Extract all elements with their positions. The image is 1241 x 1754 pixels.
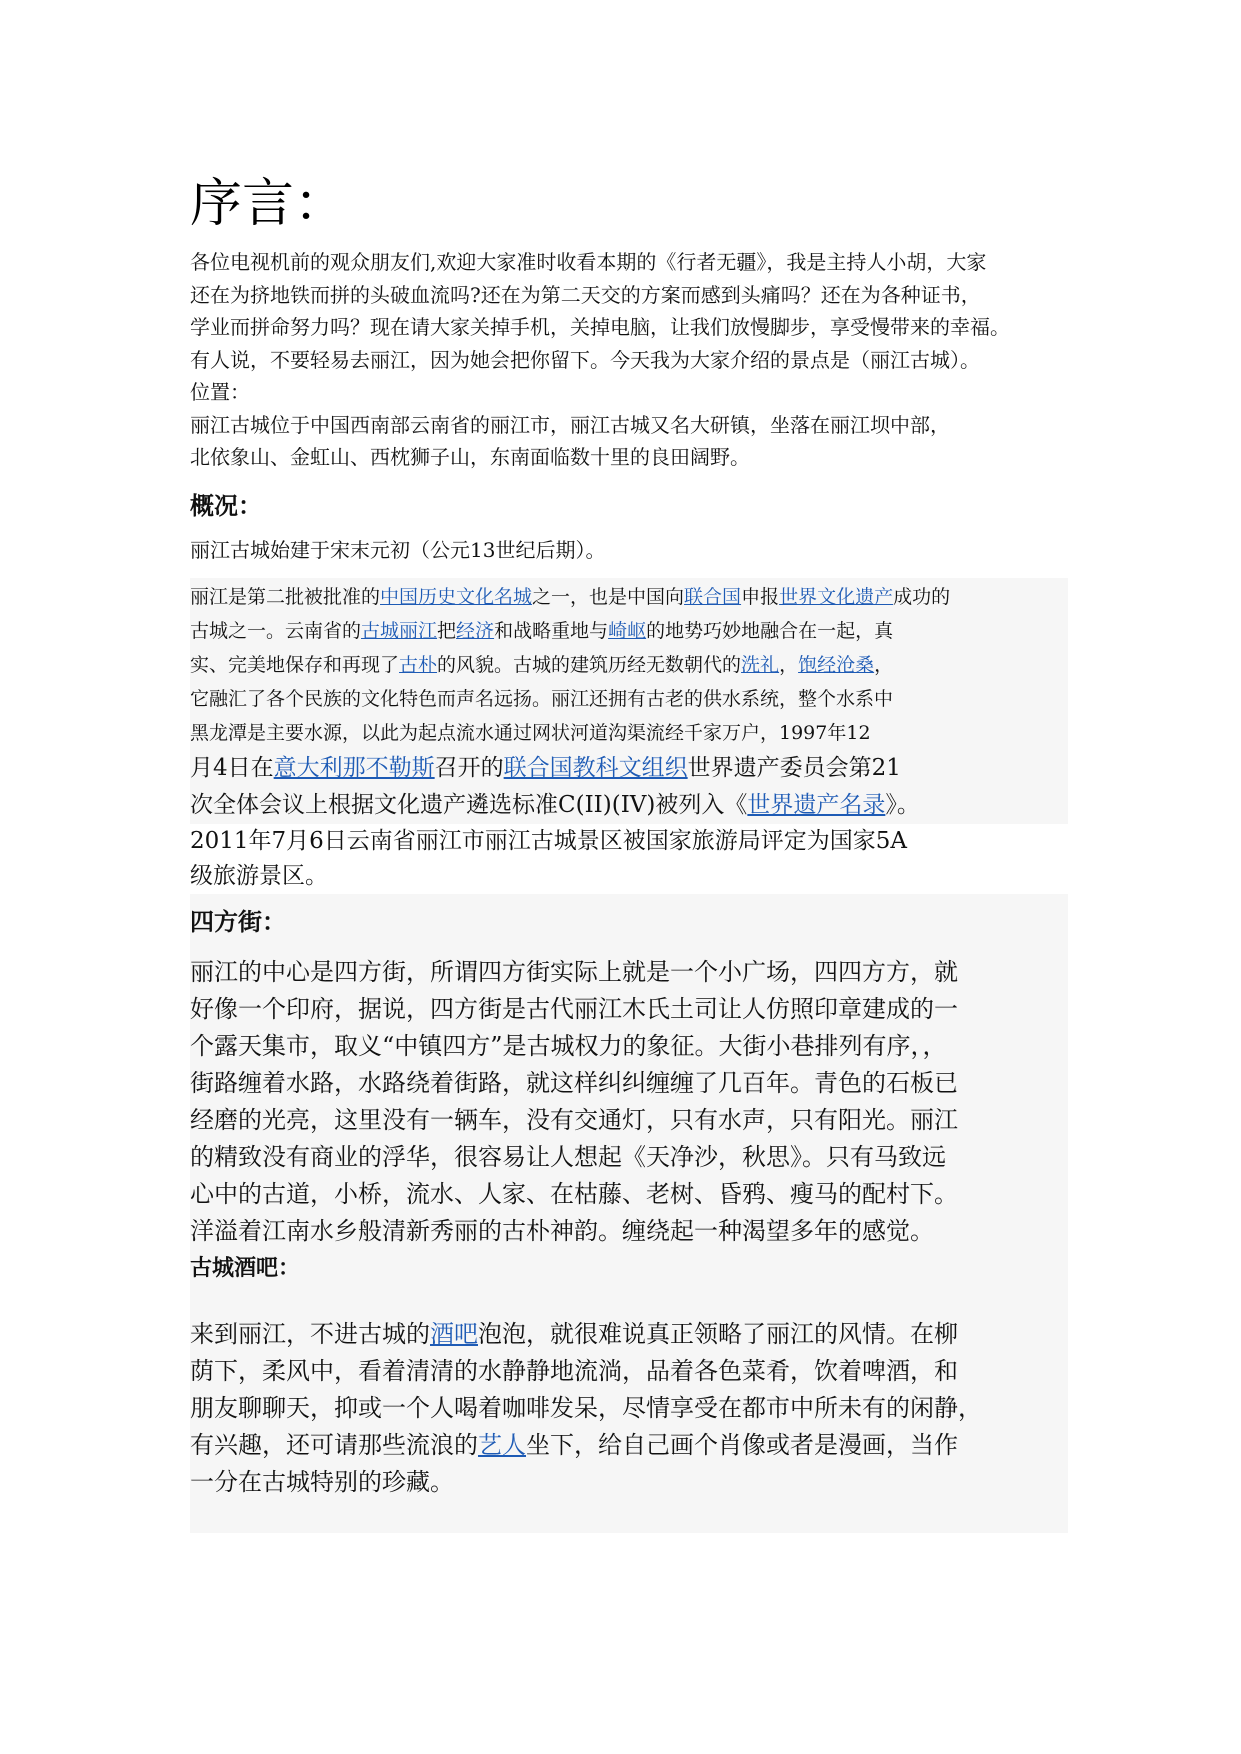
overview-founding-line: 丽江古城始建于宋末元初（公元13世纪后期）。 [190,537,606,562]
text-run: 的风貌。古城的建筑历经无数朝代的 [437,654,742,676]
text-run: 泡泡，就很难说真正领略了丽江的风情。在柳 [478,1320,958,1348]
overview-line [190,614,1068,648]
overview-line [190,787,1068,824]
bar-line: 朋友聊聊天，抑或一个人喝着咖啡发呆，尽情享受在都市中所未有的闲静， [190,1394,982,1422]
link-world-heritage[interactable]: 世界文化遗产 [779,586,894,608]
text-run: 丽江是第二批被批准的 [190,586,381,608]
link-unesco[interactable]: 联合国教科文组织 [503,755,688,781]
text-run: 》。 [885,792,920,818]
overview-line: 2011年7月6日云南省丽江市丽江古城景区被国家旅游局评定为国家5A [190,828,908,854]
intro-line: 学业而拼命努力吗？现在请大家关掉手机，关掉电脑，让我们放慢脚步，享受慢带来的幸福。 [190,315,1010,339]
intro-paragraph [190,246,1068,376]
document-body [190,168,1068,1533]
link-artist[interactable]: 艺人 [478,1431,526,1459]
sifangjie-line: 洋溢着江南水乡般清新秀丽的古朴神韵。缠绕起一种渴望多年的感觉。 [190,1217,934,1245]
intro-line: 还在为挤地铁而拼的头破血流吗?还在为第二天交的方案而感到头痛吗？还在为各种证书， [190,282,981,307]
text-run: 坐下，给自己画个肖像或者是漫画，当作 [526,1431,958,1459]
link-ancient-lijiang[interactable]: 古城丽江 [361,620,438,642]
sifangjie-line: 街路缠着水路，水路绕着街路，就这样纠纠缠缠了几百年。青色的石板已 [190,1069,958,1097]
text-run: 次全体会议上根据文化遗产遴选标准C(II)(IV)被列入《 [190,792,748,818]
bar-line: 荫下，柔风中，看着清清的水静静地流淌，品着各色菜肴，饮着啤酒，和 [190,1357,958,1385]
intro-line: 各位电视机前的观众朋友们,欢迎大家准时收看本期的《行者无疆》，我是主持人小胡，大家 [190,250,987,274]
overview-5a-paragraph [190,824,1068,894]
bar-heading: 古城酒吧： [190,1255,301,1281]
bar-line: 一分在古城特别的珍藏。 [190,1468,454,1496]
link-united-nations[interactable]: 联合国 [684,586,742,608]
sifangjie-line: 个露天集市，取义“中镇四方”是古城权力的象征。大街小巷排列有序，， [190,1032,947,1060]
text-run: 世界遗产委员会第21 [687,755,901,781]
link-simple[interactable]: 古朴 [399,654,438,676]
text-run: 申报 [741,586,780,608]
overview-line [190,750,1068,787]
text-run: 召开的 [434,755,504,781]
text-run: 古城之一。云南省的 [190,620,362,642]
sifangjie-line: 心中的古道，小桥，流水、人家、在枯藤、老树、昏鸦、瘦马的配村下。 [190,1180,958,1208]
sifangjie-line: 经磨的光亮，这里没有一辆车，没有交通灯，只有水声，只有阳光。丽江 [190,1106,958,1134]
link-famous-city[interactable]: 中国历史文化名城 [380,586,533,608]
link-baptism[interactable]: 洗礼 [741,654,780,676]
sifangjie-line: 好像一个印府，据说，四方街是古代丽江木氏土司让人仿照印章建成的一 [190,995,958,1023]
intro-line: 有人说，不要轻易去丽江，因为她会把你留下。今天我为大家介绍的景点是（丽江古城）。 [190,347,980,372]
link-naples-italy[interactable]: 意大利那不勒斯 [273,755,435,781]
text-run: 月4日在 [190,755,274,781]
text-run: 实、完美地保存和再现了 [190,654,400,676]
sifangjie-line: 丽江的中心是四方街，所谓四方街实际上就是一个小广场，四四方方，就 [190,958,958,986]
sifangjie-heading: 四方街： [190,907,286,936]
text-run: ， [779,654,799,676]
overview-line: 它融汇了各个民族的文化特色而声名远扬。丽江还拥有古老的供水系统，整个水系中 [190,688,894,710]
text-run: 和战略重地与 [494,620,609,642]
sifangjie-paragraph [190,954,1068,1250]
text-run: ， [874,654,894,676]
overview-heading: 概况： [190,490,262,520]
text-run: 之一，也是中国向 [532,586,685,608]
text-run: 来到丽江，不进古城的 [190,1320,430,1348]
text-run: 成功的 [893,586,951,608]
location-label: 位置： [190,380,250,404]
overview-line: 黑龙潭是主要水源，以此为起点流水通过网状河道沟渠流经千家万户，1997年12 [190,722,871,744]
text-run: 有兴趣，还可请那些流浪的 [190,1431,478,1459]
link-vicissitudes[interactable]: 饱经沧桑 [798,654,875,676]
overview-line [190,648,1068,682]
location-section [190,376,1068,474]
location-line: 丽江古城位于中国西南部云南省的丽江市，丽江古城又名大研镇，坐落在丽江坝中部， [190,412,950,437]
text-run: 把 [437,620,457,642]
sifangjie-line: 的精致没有商业的浮华，很容易让人想起《天净沙，秋思》。只有马致远 [190,1143,946,1171]
bar-line [190,1316,1068,1353]
link-world-heritage-list[interactable]: 世界遗产名录 [747,792,886,818]
sifangjie-bar-block [190,894,1068,1533]
bar-paragraph [190,1316,1068,1525]
link-rugged[interactable]: 崎岖 [608,620,647,642]
overview-line [190,580,1068,614]
overview-line: 级旅游景区。 [190,863,328,889]
text-run: 的地势巧妙地融合在一起，真 [646,620,894,642]
link-economy[interactable]: 经济 [456,620,495,642]
bar-line [190,1427,1068,1464]
overview-highlight-block [190,578,1068,824]
link-bar[interactable]: 酒吧 [430,1320,478,1348]
preface-heading: 序言： [190,174,347,234]
location-line: 北依象山、金虹山、西枕狮子山，东南面临数十里的良田阔野。 [190,445,750,469]
